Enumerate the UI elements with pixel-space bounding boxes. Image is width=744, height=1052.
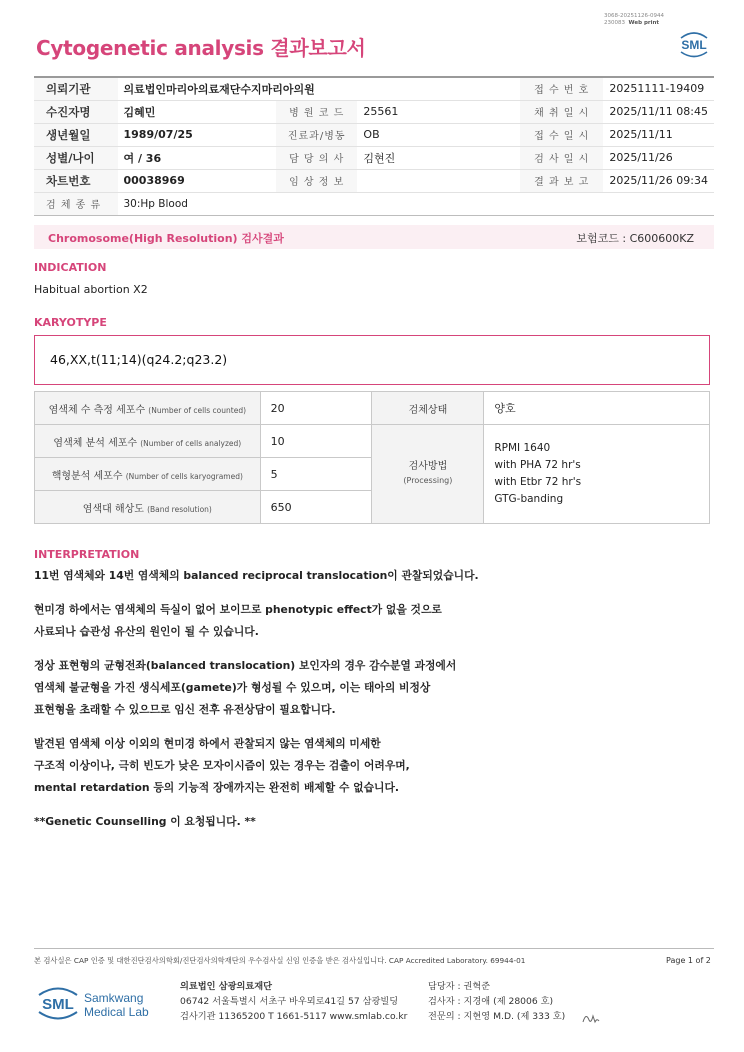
method-line: with Etbr 72 hr's: [494, 476, 582, 488]
interp-line: 염색체 불균형을 가진 생식세포(gamete)가 형성될 수 있으며, 이는 태아의 비정상: [34, 681, 431, 694]
reported-value: 2025/11/26 09:34: [603, 169, 714, 192]
insurance-code: 보험코드 : C600600KZ: [576, 232, 694, 245]
interp-line: mental retardation 등의 기능적 장애까지는 완전히 배제할 수 없습니다.: [34, 781, 400, 794]
collected-value: 2025/11/11 08:45: [603, 100, 714, 123]
method-line: with PHA 72 hr's: [494, 459, 581, 471]
tested-label: 검 사 일 시: [520, 146, 603, 169]
institution-value: 의료법인마리아의료재단수지마리아의원: [118, 77, 521, 100]
band-resolution-value: 650: [260, 491, 372, 524]
karyotype-box: [34, 335, 710, 385]
interp-line: 정상 표현형의 균형전좌(balanced translocation) 보인자의 경우 감수분열 과정에서: [34, 659, 457, 672]
footer-contact: 검사기관 11365200 T 1661-5117 www.smlab.co.kr: [180, 1011, 408, 1022]
doctor-label: 담 당 의 사: [276, 146, 357, 169]
info-row: [34, 77, 714, 100]
page-number: Page 1 of 2: [666, 956, 711, 965]
samkwang-brand-line2: Medical Lab: [84, 1005, 149, 1019]
band-resolution-label-en: (Band resolution): [147, 504, 212, 514]
cells-counted-label-ko: 염색체 수 측정 세포수: [48, 404, 146, 416]
samkwang-logo: [36, 982, 156, 1024]
method-label: [372, 425, 484, 524]
samkwang-brand-line1: Samkwang: [84, 991, 144, 1005]
patient-value: 김혜민: [118, 100, 276, 123]
tested-value: 2025/11/26: [603, 146, 714, 169]
receipt-no-label: 접 수 번 호: [520, 77, 603, 100]
info-row: [34, 123, 714, 146]
cells-counted-label: [35, 392, 261, 425]
method-value: [484, 425, 710, 524]
institution-label: 의뢰기관: [34, 77, 118, 100]
specimen-state-label: 검체상태: [372, 392, 484, 425]
interp-line: 사료되나 습관성 유산의 원인이 될 수 있습니다.: [34, 625, 259, 638]
footer-org-info: [180, 979, 407, 1024]
cell-count-table: [34, 391, 710, 524]
signature-icon: [580, 1010, 602, 1026]
print-code-line2: [604, 20, 664, 27]
interpretation-body: [34, 565, 714, 833]
cells-karyogramed-label-en: (Number of cells karyogramed): [125, 471, 243, 481]
print-code-line1: 3068-20251126-0944: [604, 13, 664, 19]
interp-line: 현미경 하에서는 염색체의 득실이 없어 보이므로 phenotypic effect가 없을 것으로: [34, 603, 442, 616]
received-label: 접 수 일 시: [520, 123, 603, 146]
interp-line: 발견된 염색체 이상 이외의 현미경 하에서 관찰되지 않는 염색체의 미세한: [34, 737, 381, 750]
result-section-bar: [34, 225, 714, 249]
method-label-en: (Processing): [403, 476, 453, 485]
interp-line: 구조적 이상이나, 극히 빈도가 낮은 모자이시즘이 있는 경우는 검출이 어려우며,: [34, 759, 410, 772]
hospital-code-value: 25561: [357, 100, 520, 123]
info-row: [34, 100, 714, 123]
specimen-label: 검 체 종 류: [34, 192, 118, 215]
hospital-code-label: 병 원 코 드: [276, 100, 357, 123]
info-row: [34, 146, 714, 169]
footer-divider: [34, 948, 714, 949]
samkwang-logo-mark: SML: [42, 996, 74, 1013]
cells-karyogramed-value: 5: [260, 458, 372, 491]
interpretation-heading: INTERPRETATION: [34, 548, 140, 561]
chart-value: 00038969: [118, 169, 276, 192]
print-code2: 230083: [604, 20, 625, 26]
footer-staff-line: 전문의 : 지현영 M.D. (제 333 호): [428, 1011, 566, 1022]
method-label-ko: 검사방법: [408, 461, 448, 472]
footer-staff-line: 검사자 : 지경애 (제 28006 호): [428, 996, 554, 1007]
receipt-no-value: 20251111-19409: [603, 77, 714, 100]
cells-analyzed-label: [35, 425, 261, 458]
cells-counted-label-en: (Number of cells counted): [148, 405, 247, 415]
interp-line: 표현형을 초래할 수 있으므로 임신 전후 유전상담이 필요합니다.: [34, 703, 336, 716]
karyotype-value: 46,XX,t(11;14)(q24.2;q23.2): [50, 352, 228, 367]
reported-label: 결 과 보 고: [520, 169, 603, 192]
info-row: [34, 192, 714, 215]
cells-karyogramed-label-ko: 핵형분석 세포수: [51, 470, 123, 482]
footer-accreditation: 본 검사실은 CAP 인증 및 대한진단검사의학회/진단검사의학재단의 우수검사실 신임 인증을 받은 검사실입니다. CAP Accredited Laboratory. 69944-01: [34, 956, 526, 965]
info-row: [34, 169, 714, 192]
doctor-value: 김현진: [357, 146, 520, 169]
dob-value: 1989/07/25: [118, 123, 276, 146]
cells-counted-value: 20: [260, 392, 372, 425]
web-print-label: Web print: [628, 20, 660, 26]
cells-row: [35, 425, 710, 458]
received-value: 2025/11/11: [603, 123, 714, 146]
sex-age-value: 여 / 36: [118, 146, 276, 169]
sml-logo-text: SML: [681, 38, 707, 52]
band-resolution-label: [35, 491, 261, 524]
clinical-label: 임 상 정 보: [276, 169, 357, 192]
specimen-value: 30:Hp Blood: [118, 192, 715, 215]
patient-label: 수진자명: [34, 100, 118, 123]
method-line: RPMI 1640: [494, 442, 551, 454]
footer-staff: [428, 979, 565, 1024]
interp-line: 11번 염색체와 14번 염색체의 balanced reciprocal translocation이 관찰되었습니다.: [34, 569, 479, 582]
clinical-value: [357, 169, 520, 192]
cells-row: [35, 392, 710, 425]
sex-age-label: 성별/나이: [34, 146, 118, 169]
section-title: Chromosome(High Resolution) 검사결과: [48, 232, 284, 245]
dept-value: OB: [357, 123, 520, 146]
dept-label: 진료과/병동: [276, 123, 357, 146]
print-code: [604, 13, 664, 27]
method-line: GTG-banding: [494, 493, 564, 505]
cells-analyzed-value: 10: [260, 425, 372, 458]
karyotype-heading: KARYOTYPE: [34, 316, 107, 329]
collected-label: 채 취 일 시: [520, 100, 603, 123]
sml-logo: [676, 26, 712, 62]
footer-staff-line: 담당자 : 권혁준: [428, 981, 491, 992]
cells-analyzed-label-en: (Number of cells analyzed): [140, 438, 242, 448]
footer-org: 의료법인 삼광의료재단: [180, 981, 272, 992]
indication-heading: INDICATION: [34, 261, 107, 274]
indication-text: Habitual abortion X2: [34, 283, 148, 296]
band-resolution-label-ko: 염색대 해상도: [82, 503, 144, 515]
report-title: Cytogenetic analysis 결과보고서: [36, 36, 366, 60]
patient-info-table: [34, 76, 714, 216]
cells-analyzed-label-ko: 염색체 분석 세포수: [53, 437, 138, 449]
chart-label: 차트번호: [34, 169, 118, 192]
footer-address: 06742 서울특별시 서초구 바우뫼로41길 57 삼광빌딩: [180, 996, 399, 1007]
specimen-state-value: 양호: [484, 392, 710, 425]
dob-label: 생년월일: [34, 123, 118, 146]
interp-line: **Genetic Counselling 이 요청됩니다. **: [34, 815, 256, 828]
cells-karyogramed-label: [35, 458, 261, 491]
